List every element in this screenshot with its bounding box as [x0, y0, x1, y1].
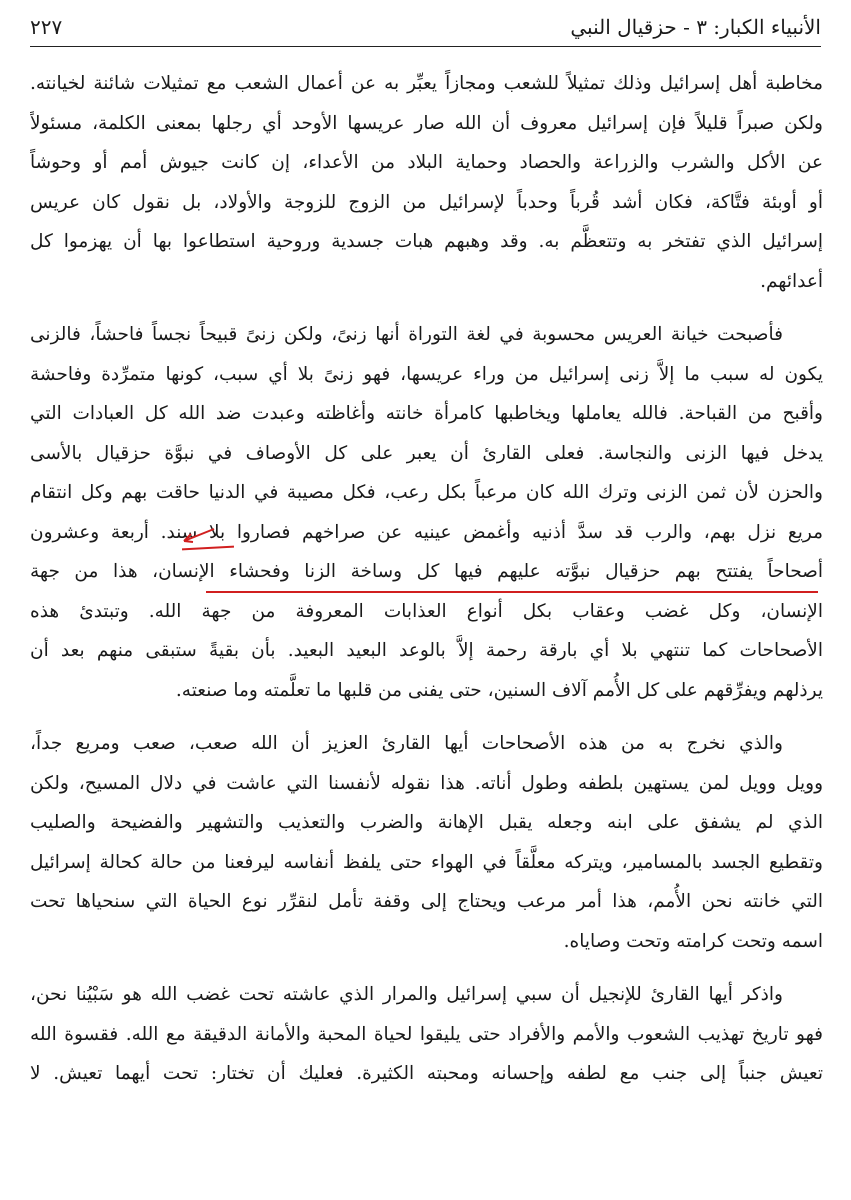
- text-line: مريع نزل بهم، والرب قد سدَّ أذنيه وأغمض عينيه عن صراخهم فصاروا بلا سند. أربعة وعشرون: [30, 521, 823, 543]
- text-line: ولكن صبراً قليلاً فإن إسرائيل معروف أن الله صار عريسها الأوحد أي رجلها بمعنى الكلمة، مسئولاً: [30, 112, 823, 134]
- text-line: أعدائهم.: [760, 270, 823, 292]
- text-line: الإنسان، وكل غضب وعقاب بكل أنواع العذابات المعروفة من جهة الله. وتبتدئ هذه: [30, 600, 823, 622]
- paragraph-2: [30, 315, 823, 710]
- text-line: أصحاحاً يفتتح بهم حزقيال نبوَّته عليهم فيها كل وساخة الزنا وفحشاء الإنسان، هذا من جهة: [30, 561, 823, 582]
- text-line: التي خانته نحن الأُمم، هذا أمر مرعب ويحتاج إلى وقفة تأمل لنقرِّر نوع الحياة التي سنحياها تحت: [30, 891, 823, 912]
- text-line: إسرائيل الذي تفتخر به وتتعظَّم به. وقد وهبهم هبات جسدية وروحية استطاعوا بها أن يهزموا كل: [30, 231, 823, 252]
- text-line: والذي نخرج به من هذه الأصحاحات أيها القارئ العزيز أن الله صعب، صعب ومريع جداً،: [30, 733, 783, 754]
- text-line: وأقبح من القباحة. فالله يعاملها ويخاطبها كامرأة خانته وأغاظته وعبدت ضد الله كل العبادات التي: [30, 403, 823, 424]
- text-line: الذي لم يشفق على ابنه وجعله يقبل الإهانة والضرب والتعذيب والتشهير والفضيحة والصليب: [30, 812, 823, 833]
- running-title: الأنبياء الكبار: ٣ - حزقيال النبي: [570, 15, 821, 39]
- text-line: فأصبحت خيانة العريس محسوبة في لغة التوراة أنها زنىً، ولكن زنىً قبيحاً نجساً فاحشاً، فالزنى: [30, 324, 783, 345]
- text-line: اسمه وتحت كرامته وتحت وصاياه.: [563, 930, 823, 952]
- text-line: عن الأكل والشرب والزراعة والحصاد وحماية البلاد من الأعداء، إن كانت جيوش أمم أو وحوشاً: [30, 152, 823, 173]
- text-line: تعيش جنباً إلى جنب مع لطفه وإحسانه ومحبته الكثيرة. فعليك أن تختار: تحت أيهما تعيش. لا: [30, 1063, 823, 1084]
- page-number: ٢٢٧: [30, 15, 63, 39]
- text-line: والحزن لأن ثمن الزنى وترك الله كان مرعباً بكل رعب، فكل مصيبة في الدنيا حاقت بهم وكل انتقام: [30, 482, 823, 503]
- text-line: يكون له سبب ما إلاَّ زنى إسرائيل من وراء عريسها، فهو زنىً بلا أي سبب، كونها متمرِّدة وفاحشة: [30, 363, 823, 385]
- text-line: وويل وويل لمن يستهين بلطفه وطول أناته. هذا نقوله لأنفسنا التي عاشت في دلال المسيح، ولكن: [30, 772, 823, 794]
- paragraph-1: [30, 64, 823, 301]
- text-line: أو أوبئة فتَّاكة، فكان أشد قُرباً وحدباً لإسرائيل من الزوج للزوجة والأولاد، بل نقول كان عريس: [30, 191, 823, 213]
- text-line: وتقطيع الجسد بالمسامير، ويتركه معلَّقاً في الهواء حتى يلفظ أنفاسه ليرفعنا من حالة كحالة إسرائيل: [30, 851, 823, 873]
- text-line: يدخل فيها الزنى والنجاسة. فعلى القارئ أن يعبر على كل الأوصاف في نبوَّة حزقيال بالأسى: [30, 442, 823, 464]
- text-line: فهو تاريخ تهذيب الشعوب والأمم والأفراد حتى يليقوا لحياة المحبة والأمانة الدقيقة مع الله. فقسوة الله: [30, 1023, 823, 1045]
- text-line: مخاطبة أهل إسرائيل وذلك تمثيلاً للشعب ومجازاً يعبِّر به عن أعمال الشعب مع تمثيلات شائنة لخيانته.: [30, 73, 823, 94]
- text-line: واذكر أيها القارئ للإنجيل أن سبي إسرائيل والمرار الذي عاشته تحت غضب الله هو سَبْيُنا نحن،: [30, 984, 783, 1005]
- paragraph-4: [30, 975, 823, 1094]
- text-line: يرذلهم ويفرِّقهم على كل الأُمم آلاف السنين، حتى يفنى من قلبها ما تعلَّمته وما صنعته.: [175, 679, 823, 701]
- paragraph-3: [30, 724, 823, 961]
- red-arrow-icon: [178, 523, 218, 547]
- page-header: [30, 12, 821, 42]
- header-rule: [30, 46, 821, 47]
- red-underline-mark: [206, 591, 818, 593]
- text-line: الأصحاحات كما تنتهي بلا أي بارقة رحمة إلاَّ بالوعد البعيد البعيد. بأن بقيةً ستبقى منهم بعد أن: [30, 640, 823, 661]
- body-text: [30, 64, 823, 1108]
